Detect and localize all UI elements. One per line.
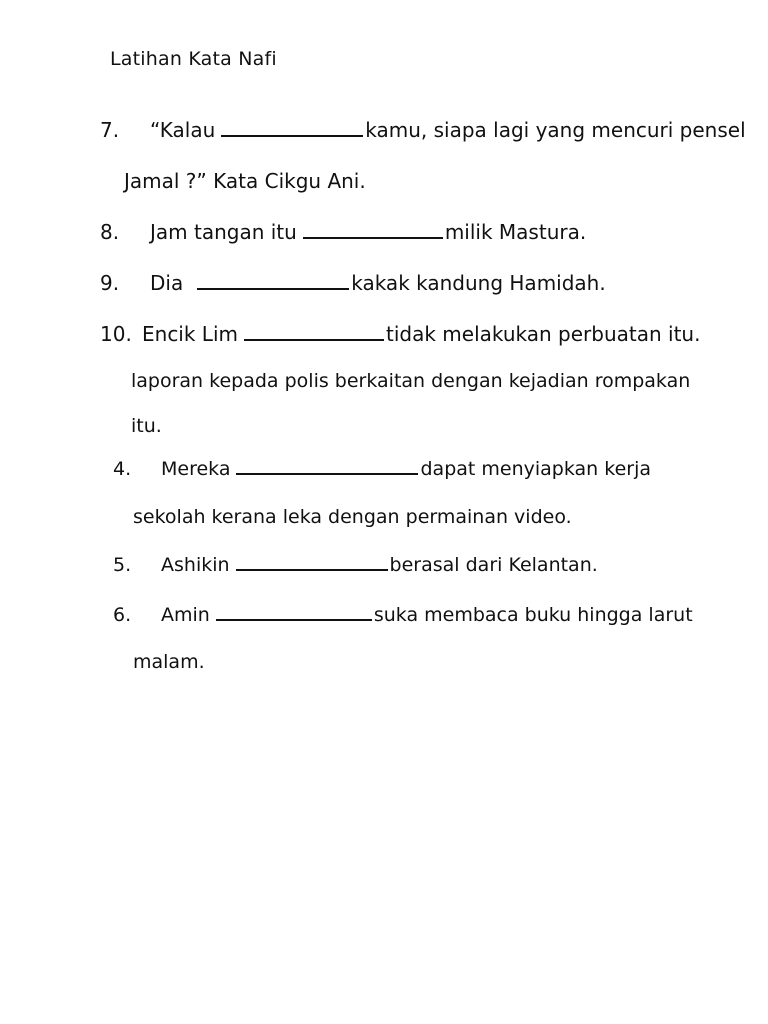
question-number: 6. (113, 604, 132, 626)
worksheet-title: Latihan Kata Nafi (110, 48, 277, 70)
question-7-continuation: Jamal ?” Kata Cikgu Ani. (124, 169, 366, 193)
question-9 (100, 270, 606, 296)
question-text-before: Dia (150, 271, 184, 295)
question-text-before: Jam tangan itu (150, 220, 297, 244)
question-text-before: Amin (161, 604, 210, 626)
question-text-after: suka membaca buku hingga larut (373, 604, 693, 626)
answer-blank (244, 321, 384, 341)
question-4 (113, 455, 651, 482)
question-number: 4. (113, 458, 132, 480)
question-8 (100, 219, 586, 245)
fragment-line-1: laporan kepada polis berkaitan dengan kejadian rompakan (131, 370, 691, 392)
question-number: 7. (100, 118, 120, 142)
question-6-continuation: malam. (133, 651, 205, 673)
answer-blank (303, 219, 443, 239)
answer-blank (216, 601, 372, 621)
question-text-after: tidak melakukan perbuatan itu. (386, 322, 701, 346)
question-text-after: kakak kandung Hamidah. (351, 271, 606, 295)
question-number: 5. (113, 554, 132, 576)
question-text-after: berasal dari Kelantan. (389, 554, 598, 576)
question-text-before: Ashikin (161, 554, 230, 576)
question-6 (113, 601, 693, 628)
question-text-before: Encik Lim (142, 322, 238, 346)
question-10 (100, 321, 700, 347)
answer-blank (236, 551, 388, 571)
question-7 (100, 117, 746, 143)
answer-blank (221, 117, 363, 137)
question-text-after: milik Mastura. (444, 220, 587, 244)
question-5 (113, 551, 598, 578)
answer-blank (236, 455, 418, 475)
fragment-line-2: itu. (131, 415, 162, 437)
question-text-after: dapat menyiapkan kerja (420, 458, 651, 480)
question-text-before: “Kalau (150, 118, 216, 142)
question-text-before: Mereka (161, 458, 231, 480)
question-4-continuation: sekolah kerana leka dengan permainan video. (133, 506, 572, 528)
answer-blank (197, 270, 349, 290)
question-text-after: kamu, siapa lagi yang mencuri pensel (365, 118, 746, 142)
question-number: 8. (100, 220, 120, 244)
question-number: 10. (100, 322, 132, 346)
question-number: 9. (100, 271, 120, 295)
